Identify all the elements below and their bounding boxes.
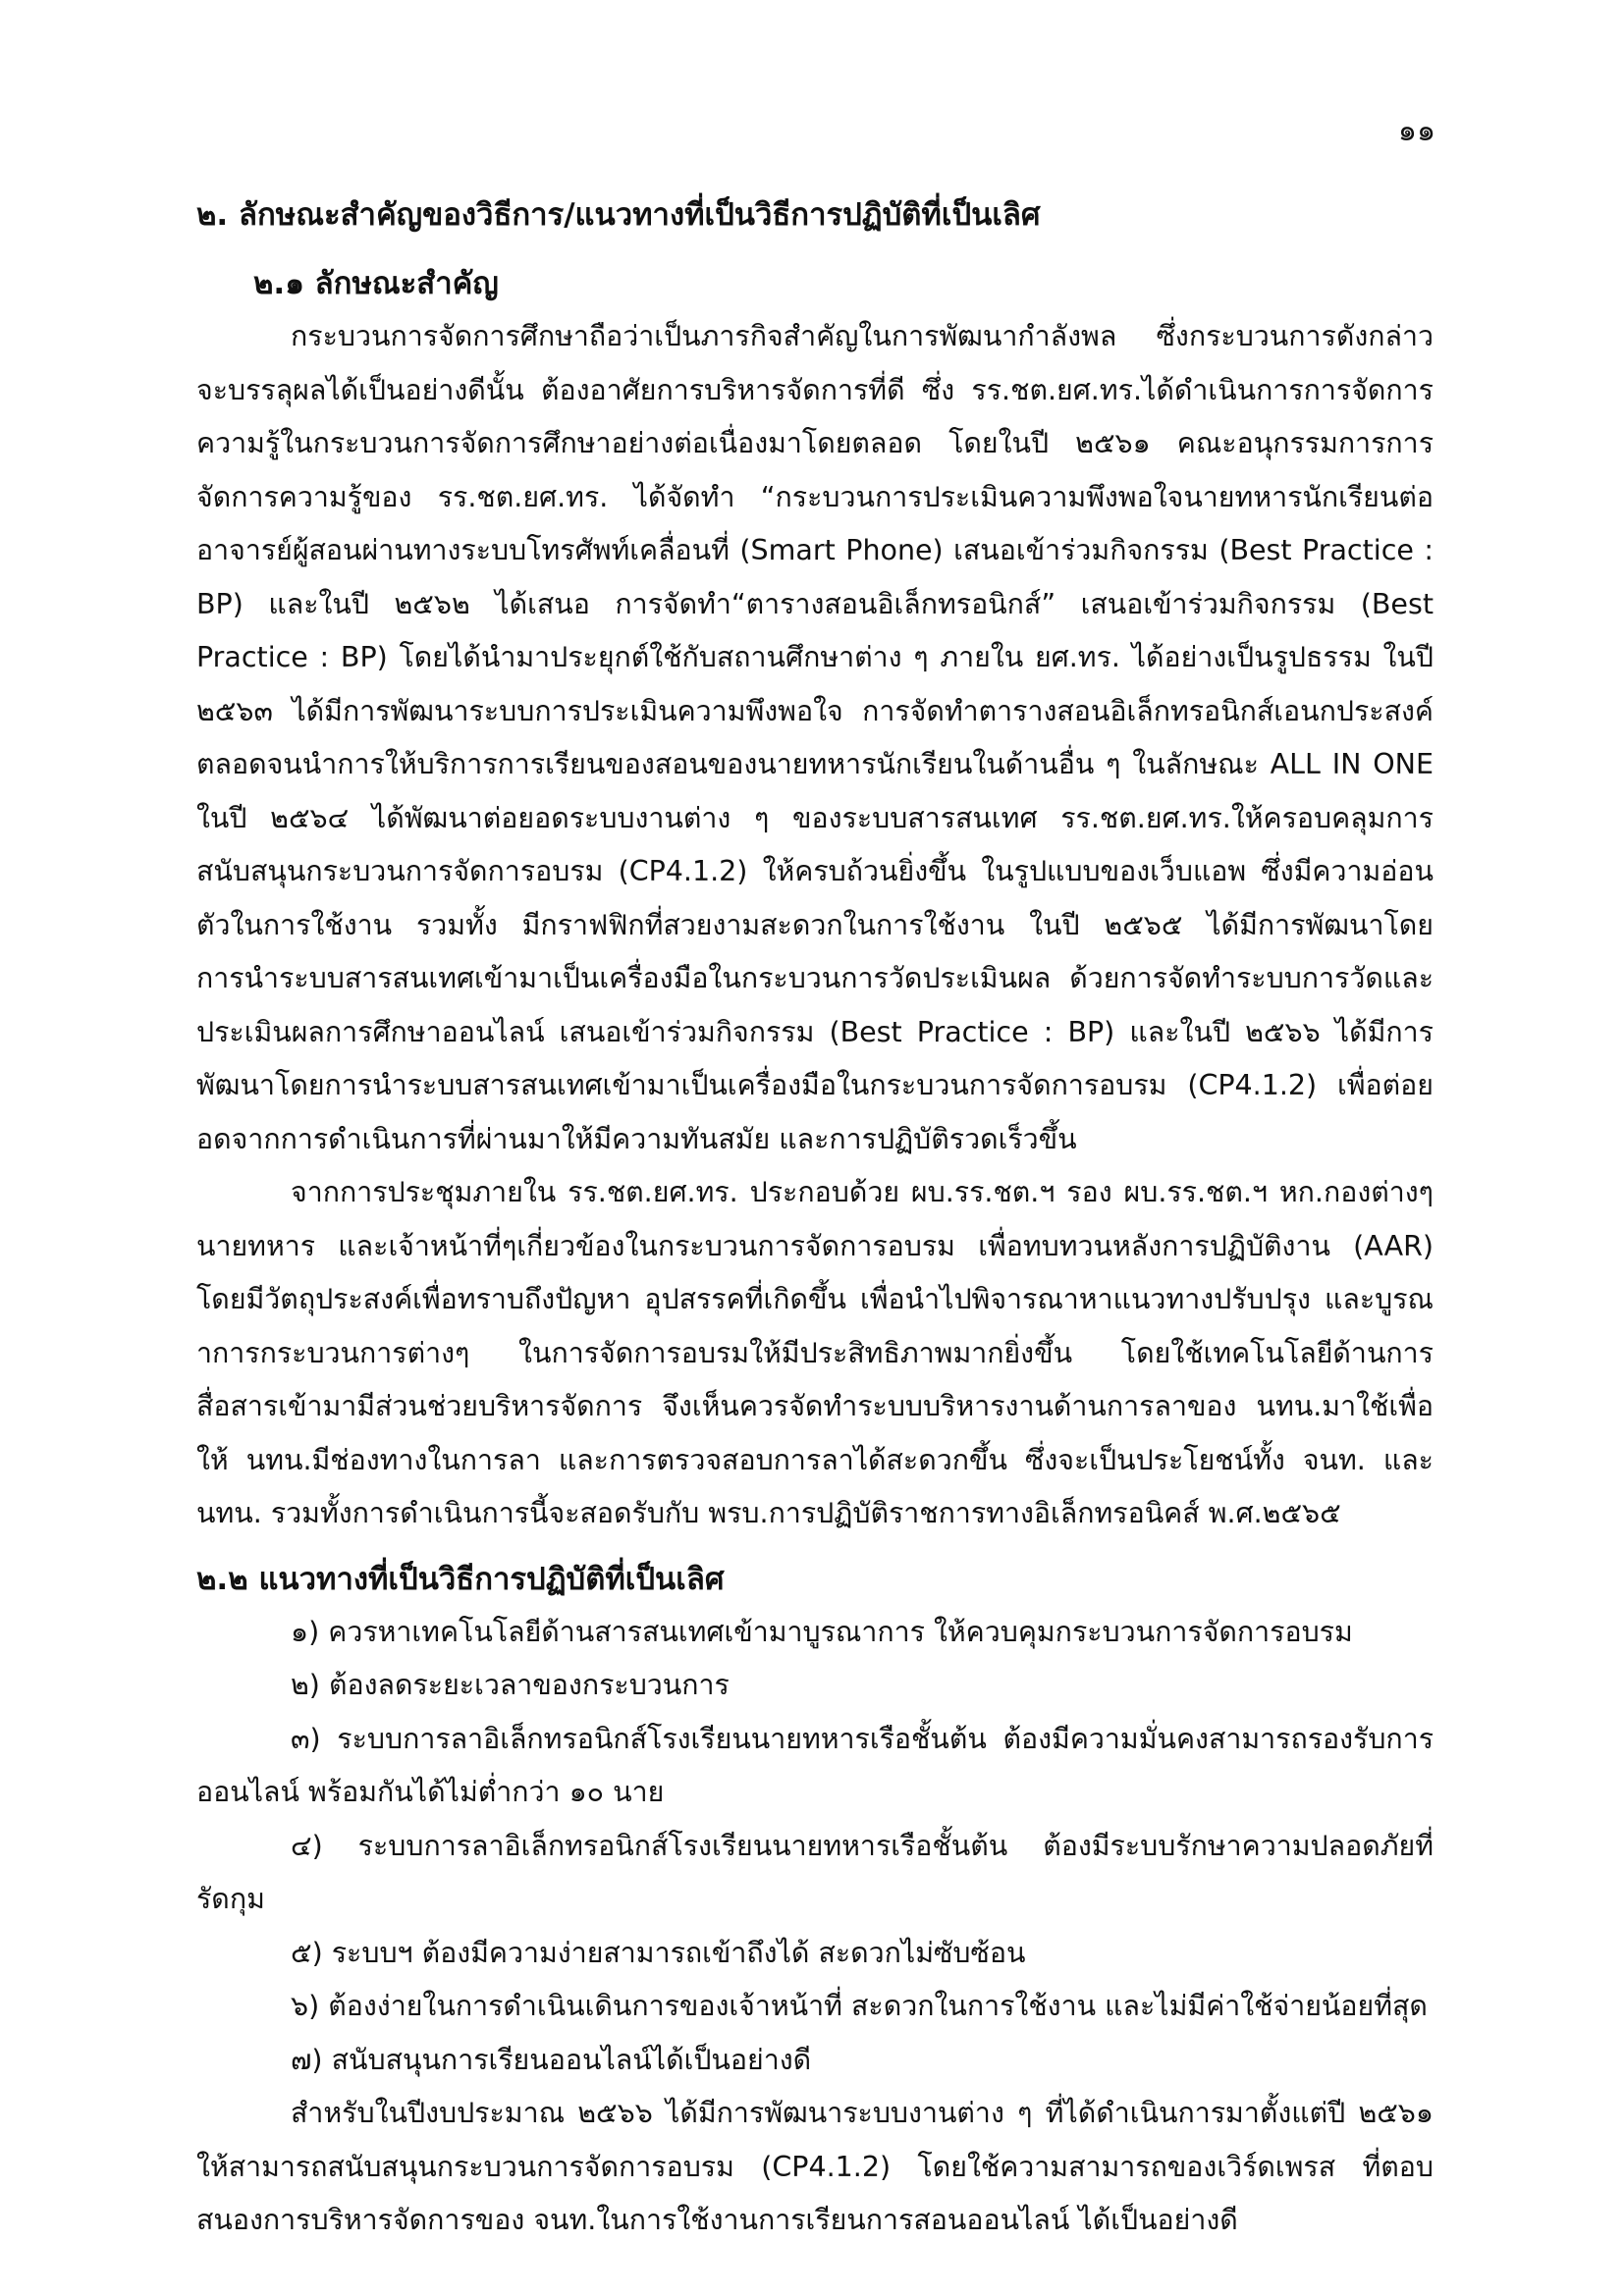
paragraph-background: กระบวนการจัดการศึกษาถือว่าเป็นภารกิจสำคัญในการพัฒนากำลังพล ซึ่งกระบวนการดังกล่าวจะบรรลุผลได้เป็นอย่างดีนั้น ต้องอาศัยการบริหารจัดการที่ดี ซึ่ง รร.ชต.ยศ.ทร.ได้ดำเนินการการจัดการความรู้ในกระบวนการจัดการศึกษาอย่างต่อเนื่องมาโดยตลอด โดยในปี ๒๕๖๑ คณะอนุกรรมการการจัดการความรู้ของ รร.ชต.ยศ.ทร. ได้จัดทำ “กระบวนการประเมินความพึงพอใจนายทหารนักเรียนต่ออาจารย์ผู้สอนผ่านทางระบบโทรศัพท์เคลื่อนที่ (Smart Phone) เสนอเข้าร่วมกิจกรรม (Best Practice : BP) และในปี ๒๕๖๒ ได้เสนอ การจัดทำ“ตารางสอนอิเล็กทรอนิกส์” เสนอเข้าร่วมกิจกรรม (Best Practice : BP) โดยได้นำมาประยุกต์ใช้กับสถานศึกษาต่าง ๆ ภายใน ยศ.ทร. ได้อย่างเป็นรูปธรรม ในปี ๒๕๖๓ ได้มีการพัฒนาระบบการประเมินความพึงพอใจ การจัดทำตารางสอนอิเล็กทรอนิกส์เอนกประสงค์ ตลอดจนนำการให้บริการการเรียนของสอนของนายทหารนักเรียนในด้านอื่น ๆ ในลักษณะ ALL IN ONE ในปี ๒๕๖๔ ได้พัฒนาต่อยอดระบบงานต่าง ๆ ของระบบสารสนเทศ รร.ชต.ยศ.ทร.ให้ครอบคลุมการสนับสนุนกระบวนการจัดการอบรม (CP4.1.2) ให้ครบถ้วนยิ่งขึ้น ในรูปแบบของเว็บแอพ ซึ่งมีความอ่อนตัวในการใช้งาน รวมทั้ง มีกราฟฟิกที่สวยงามสะดวกในการใช้งาน ในปี ๒๕๖๕ ได้มีการพัฒนาโดยการนำระบบสารสนเทศเข้ามาเป็นเครื่องมือในกระบวนการวัดประเมินผล ด้วยการจัดทำระบบการวัดและประเมินผลการศึกษาออนไลน์ เสนอเข้าร่วมกิจกรรม (Best Practice : BP) และในปี ๒๕๖๖ ได้มีการพัฒนาโดยการนำระบบสารสนเทศเข้ามาเป็นเครื่องมือในกระบวนการจัดการอบรม (CP4.1.2) เพื่อต่อยอดจากการดำเนินการที่ผ่านมาให้มีความทันสมัย และการปฏิบัติรวดเร็วขึ้น [196,320,1434,1155]
list-item: ๖) ต้องง่ายในการดำเนินเดินการของเจ้าหน้าที่ สะดวกในการใช้งาน และไม่มีค่าใช้จ่ายน้อยที่สุด [291,1990,1428,2022]
list-item: ๒) ต้องลดระยะเวลาของกระบวนการ [291,1669,730,1701]
page-number: ๑๑ [1397,114,1435,148]
list-item: ๗) สนับสนุนการเรียนออนไลน์ได้เป็นอย่างดี [291,2043,812,2076]
document-body [196,192,1434,2248]
paragraph-closing: สำหรับในปีงบประมาณ ๒๕๖๖ ได้มีการพัฒนาระบบงานต่าง ๆ ที่ได้ดำเนินการมาตั้งแต่ปี ๒๕๖๑ ให้สามารถสนับสนุนกระบวนการจัดการอบรม (CP4.1.2) โดยใช้ความสามารถของเวิร์ดเพรส ที่ตอบสนองการบริหารจัดการของ จนท.ในการใช้งานการเรียนการสอนออนไลน์ ได้เป็นอย่างดี [196,2097,1434,2236]
list-item: ๔) ระบบการลาอิเล็กทรอนิกส์โรงเรียนนายทหารเรือชั้นต้น ต้องมีระบบรักษาความปลอดภัยที่รัดกุม [196,1829,1434,1915]
list-item: ๕) ระบบฯ ต้องมีความง่ายสามารถเข้าถึงได้ สะดวกไม่ซับซ้อน [291,1936,1026,1969]
list-item: ๓) ระบบการลาอิเล็กทรอนิกส์โรงเรียนนายทหารเรือชั้นต้น ต้องมีความมั่นคงสามารถรองรับการออนไลน์ พร้อมกันได้ไม่ต่ำกว่า ๑๐ นาย [196,1722,1434,1808]
section-heading: ๒. ลักษณะสำคัญของวิธีการ/แนวทางที่เป็นวิธีการปฏิบัติที่เป็นเลิศ [196,197,1041,233]
subsection-heading-best-practice-guidelines: ๒.๒ แนวทางที่เป็นวิธีการปฏิบัติที่เป็นเลิศ [196,1561,725,1597]
subsection-heading-key-characteristics: ๒.๑ ลักษณะสำคัญ [253,266,499,301]
list-item: ๑) ควรหาเทคโนโลยีด้านสารสนเทศเข้ามาบูรณาการ ให้ควบคุมกระบวนการจัดการอบรม [291,1615,1353,1648]
guideline-list [196,1606,1434,2088]
paragraph-meeting-review: จากการประชุมภายใน รร.ชต.ยศ.ทร. ประกอบด้วย ผบ.รร.ชต.ฯ รอง ผบ.รร.ชต.ฯ หก.กองต่างๆ นายทหาร และเจ้าหน้าที่ๆเกี่ยวข้องในกระบวนการจัดการอบรม เพื่อทบทวนหลังการปฏิบัติงาน (AAR) โดยมีวัตถุประสงค์เพื่อทราบถึงปัญหา อุปสรรคที่เกิดขึ้น เพื่อนำไปพิจารณาหาแนวทางปรับปรุง และบูรณาการกระบวนการต่างๆ ในการจัดการอบรมให้มีประสิทธิภาพมากยิ่งขึ้น โดยใช้เทคโนโลยีด้านการสื่อสารเข้ามามีส่วนช่วยบริหารจัดการ จึงเห็นควรจัดทำระบบบริหารงานด้านการลาของ นทน.มาใช้เพื่อให้ นทน.มีช่องทางในการลา และการตรวจสอบการลาได้สะดวกขึ้น ซึ่งจะเป็นประโยชน์ทั้ง จนท. และ นทน. รวมทั้งการดำเนินการนี้จะสอดรับกับ พรบ.การปฏิบัติราชการทางอิเล็กทรอนิคส์ พ.ศ.๒๕๖๕ [196,1176,1434,1529]
spacer [196,1541,1434,1557]
